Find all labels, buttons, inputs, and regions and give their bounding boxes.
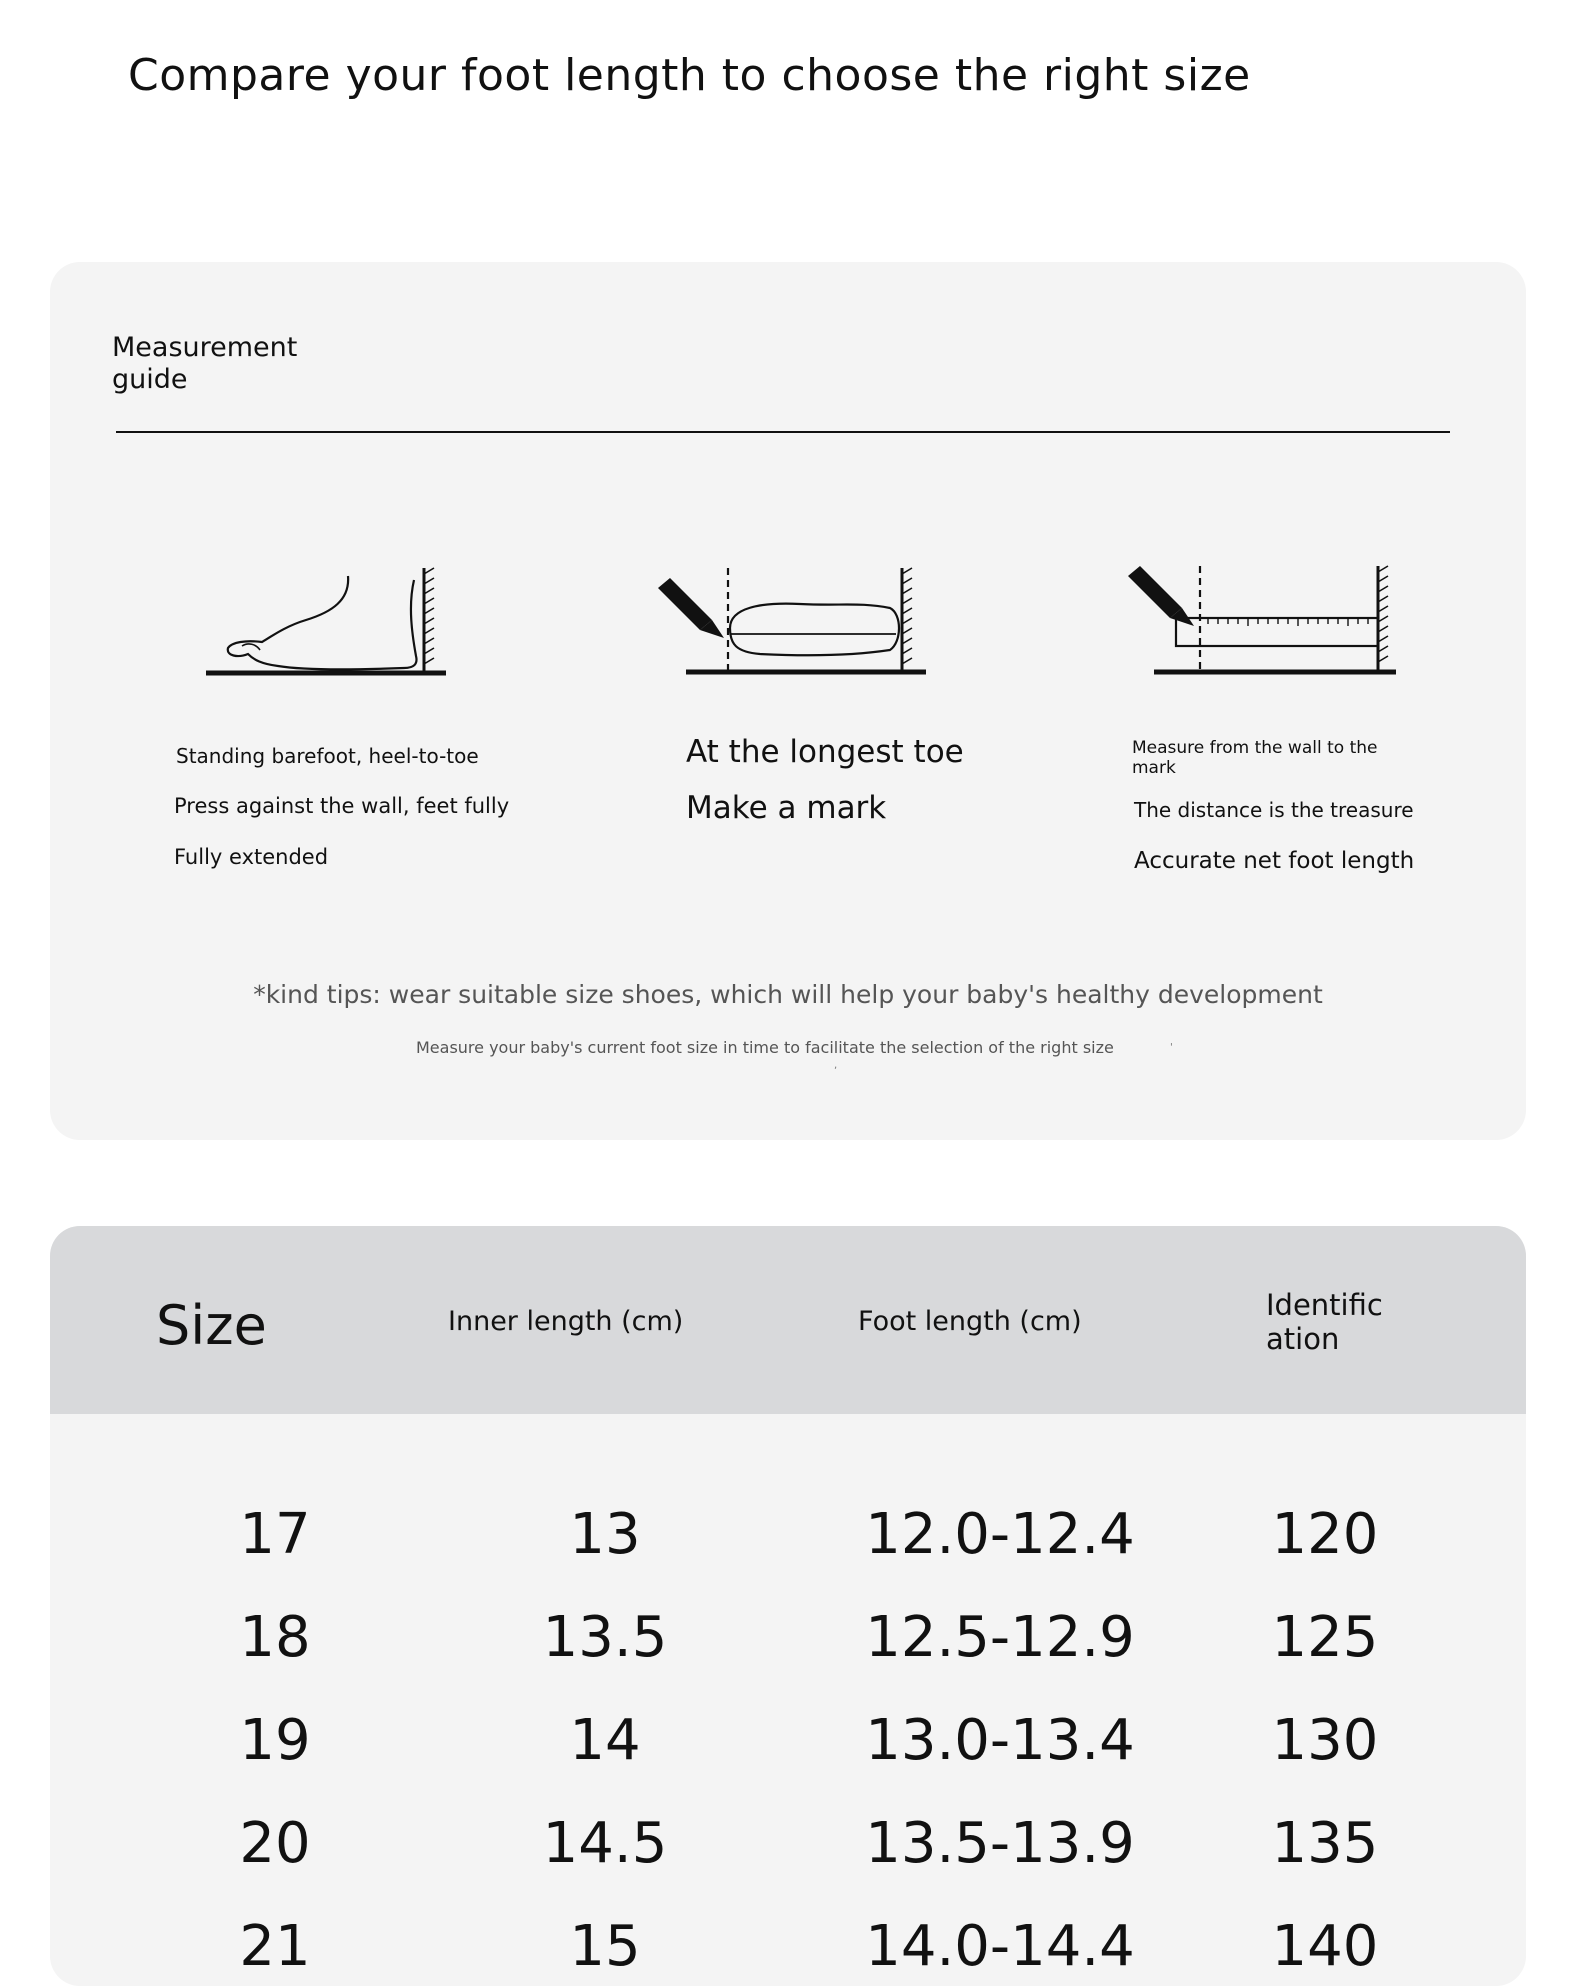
cell-identification: 125 — [1271, 1605, 1379, 1670]
barefoot-heel-to-wall-icon — [202, 560, 452, 680]
step-text: Accurate net foot length — [1134, 848, 1415, 874]
cell-inner-length: 15 — [569, 1914, 641, 1979]
header-foot-length: Foot length (cm) — [858, 1306, 1082, 1337]
step-text: Measure from the wall to the mark — [1132, 738, 1378, 778]
cell-foot-length: 12.0-12.4 — [865, 1502, 1135, 1567]
table-row — [50, 1708, 1526, 1808]
cell-identification: 135 — [1271, 1811, 1379, 1876]
step-text: Fully extended — [174, 845, 329, 869]
step-text: Make a mark — [686, 790, 887, 826]
cell-inner-length: 13 — [569, 1502, 641, 1567]
measurement-guide-card — [50, 262, 1526, 1140]
cell-inner-length: 13.5 — [542, 1605, 668, 1670]
longest-toe-mark-icon — [650, 558, 930, 678]
header-inner-length: Inner length (cm) — [448, 1306, 684, 1337]
step-text: The distance is the treasure — [1134, 798, 1414, 822]
cell-identification: 120 — [1271, 1502, 1379, 1567]
cell-foot-length: 14.0-14.4 — [865, 1914, 1135, 1979]
step-text: At the longest toe — [686, 734, 964, 770]
table-row — [50, 1502, 1526, 1602]
step-text: Standing barefoot, heel-to-toe — [176, 744, 479, 768]
cell-foot-length: 13.0-13.4 — [865, 1708, 1135, 1773]
table-row — [50, 1811, 1526, 1911]
cell-size: 19 — [239, 1708, 311, 1773]
cell-size: 18 — [239, 1605, 311, 1670]
table-row — [50, 1605, 1526, 1705]
decorative-mark: , — [834, 1060, 838, 1071]
decorative-mark: ' — [1170, 1042, 1173, 1053]
header-identification: Identific ation — [1266, 1288, 1383, 1356]
cell-inner-length: 14 — [569, 1708, 641, 1773]
page-subtitle: Compare your foot length to choose the right size — [128, 50, 1251, 101]
cell-inner-length: 14.5 — [542, 1811, 668, 1876]
cell-foot-length: 13.5-13.9 — [865, 1811, 1135, 1876]
size-chart-table — [50, 1226, 1526, 1986]
guide-divider — [116, 431, 1450, 433]
wall-to-mark-ruler-icon — [1128, 552, 1428, 677]
cell-size: 17 — [239, 1502, 311, 1567]
cell-identification: 130 — [1271, 1708, 1379, 1773]
table-row — [50, 1914, 1526, 1986]
cell-size: 20 — [239, 1811, 311, 1876]
kind-tip-sub: Measure your baby's current foot size in time to facilitate the selection of the right size — [416, 1038, 1114, 1057]
cell-identification: 140 — [1271, 1914, 1379, 1979]
kind-tip: *kind tips: wear suitable size shoes, which will help your baby's healthy development — [253, 980, 1323, 1009]
cell-size: 21 — [239, 1914, 311, 1979]
header-size: Size — [156, 1294, 267, 1357]
cell-foot-length: 12.5-12.9 — [865, 1605, 1135, 1670]
step-text: Press against the wall, feet fully — [174, 794, 510, 818]
table-header — [50, 1226, 1526, 1414]
guide-title: Measurement guide — [112, 332, 298, 395]
